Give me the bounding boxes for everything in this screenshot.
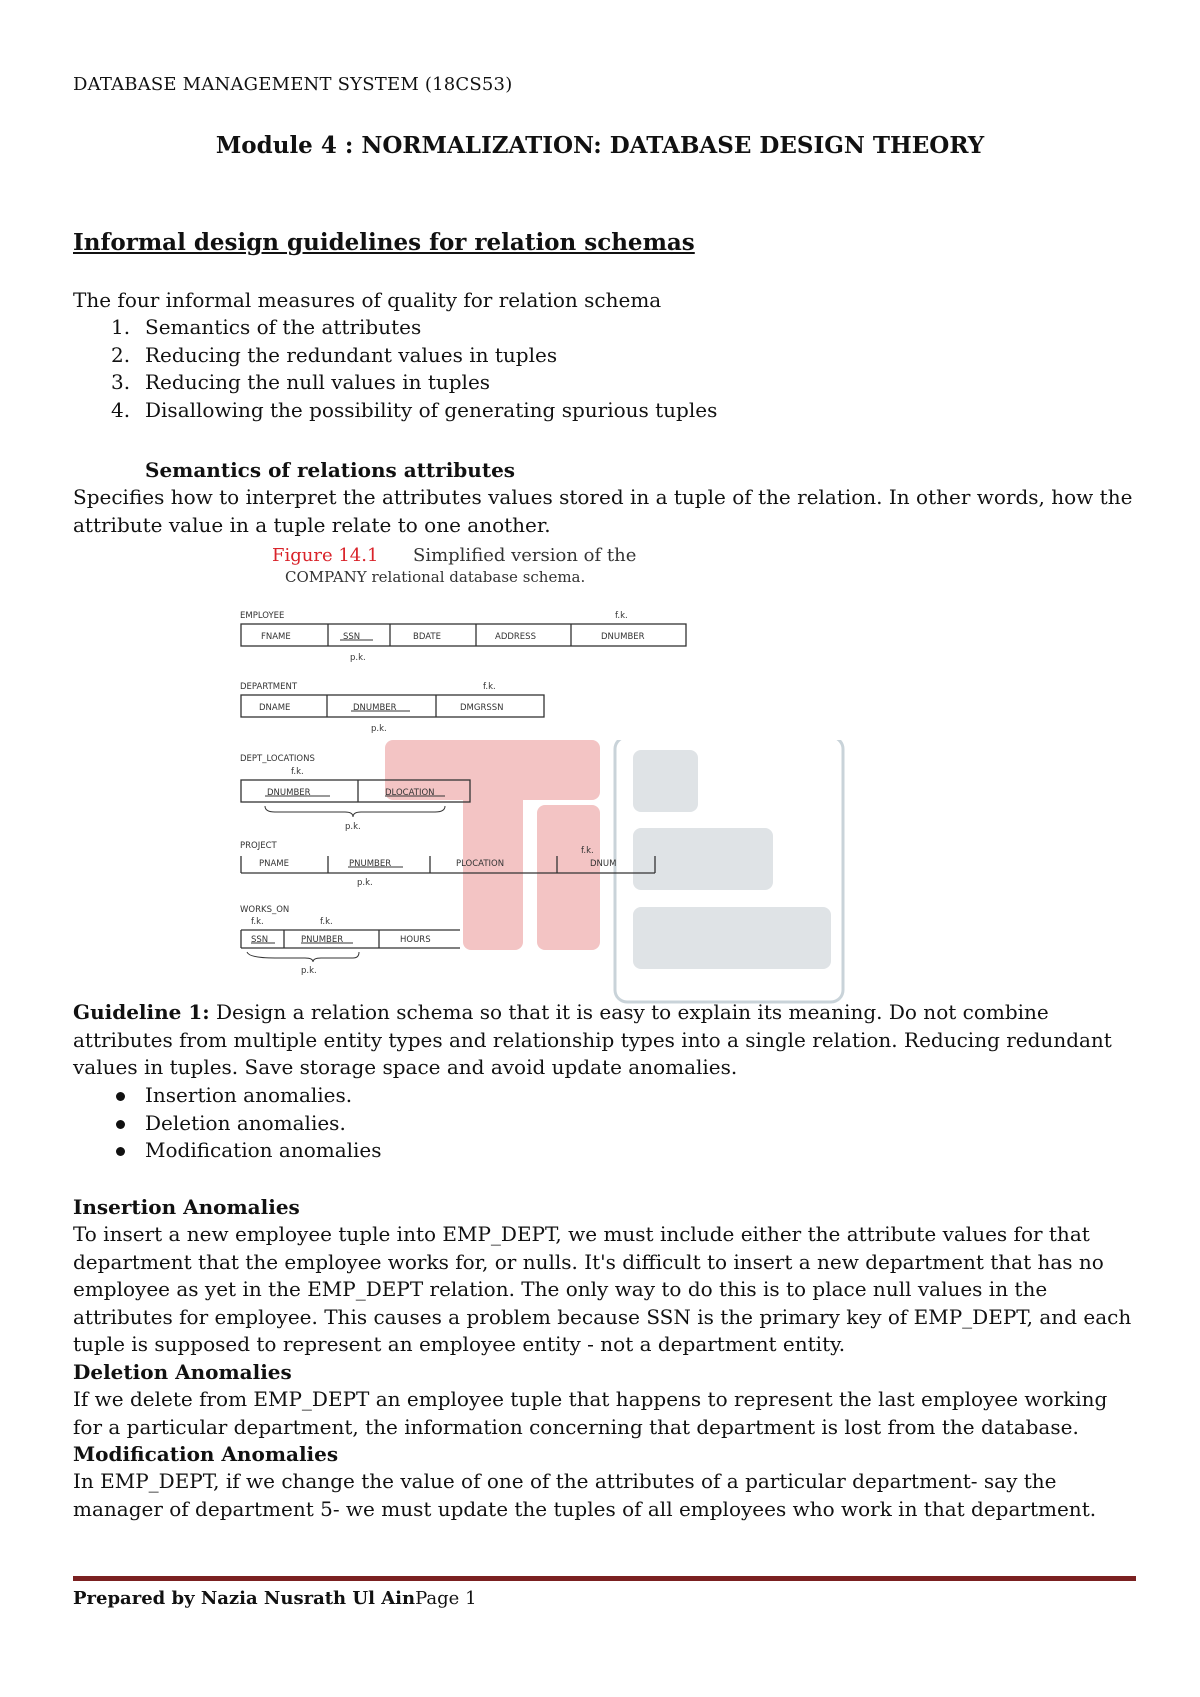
list-item: Modification anomalies <box>73 1137 1133 1165</box>
running-header: DATABASE MANAGEMENT SYSTEM (18CS53) <box>73 74 513 95</box>
department-fk: f.k. <box>483 682 496 692</box>
employee-fk: f.k. <box>615 611 628 621</box>
dept-locations-pk: p.k. <box>345 822 361 832</box>
employee-pk: p.k. <box>350 653 366 663</box>
list-item: 4. Disallowing the possibility of generating spurious tuples <box>111 397 718 422</box>
figure-caption-line1: Simplified version of the <box>413 545 637 566</box>
list-item: 3. Reducing the null values in tuples <box>111 370 491 394</box>
project-label: PROJECT <box>240 841 277 851</box>
works-on-col: HOURS <box>400 935 431 945</box>
department-col: DNAME <box>259 703 291 713</box>
guideline-1-body: Design a relation schema so that it is easy to explain its meaning. Do not combine attributes from multiple entity types and relationship types into a single relation. Reducing redundant values in tuples. Save storage space and avoid update anomalies. <box>73 1000 1112 1079</box>
list-item: 1. Semantics of the attributes <box>111 315 422 339</box>
deletion-body: If we delete from EMP_DEPT an employee tuple that happens to represent the last employee working for a particular department, the information concerning that department is lost from the database. <box>73 1387 1108 1439</box>
employee-col: FNAME <box>261 632 291 642</box>
bullet-icon <box>116 1147 125 1156</box>
figure-label: Figure 14.1 <box>272 545 379 566</box>
employee-col: SSN <box>343 632 361 642</box>
employee-col: DNUMBER <box>601 632 645 642</box>
works-on-col: SSN <box>251 935 269 945</box>
schema-figure <box>235 542 690 982</box>
semantics-heading: Semantics of relations attributes <box>145 458 516 482</box>
department-pk: p.k. <box>371 724 387 734</box>
modification-heading: Modification Anomalies <box>73 1442 339 1466</box>
dept-locations-col: DLOCATION <box>385 788 435 798</box>
project-col: DNUM <box>590 859 617 869</box>
insertion-heading: Insertion Anomalies <box>73 1195 300 1219</box>
insertion-body: To insert a new employee tuple into EMP_DEPT, we must include either the attribute values for that department that the employee works for, or nulls. It's difficult to insert a new department that has no employee as yet in the EMP_DEPT relation. The only way to do this is to place null values in the attributes for employee. This causes a problem because SSN is the primary key of EMP_DEPT, and each tuple is supposed to represent an employee entity - not a department entity. <box>73 1222 1132 1356</box>
project-pk: p.k. <box>357 878 373 888</box>
section-title: Informal design guidelines for relation schemas <box>73 229 695 256</box>
footer-page-number: 1 <box>465 1588 477 1609</box>
dept-locations-label: DEPT_LOCATIONS <box>240 754 315 764</box>
works-on-fk: f.k. <box>251 917 264 927</box>
intro-text: The four informal measures of quality for relation schema <box>73 288 662 312</box>
figure-caption-line2: COMPANY relational database schema. <box>285 568 586 586</box>
semantics-body: Specifies how to interpret the attributes values stored in a tuple of the relation. In other words, how the attribute value in a tuple relate to one another. <box>73 485 1133 537</box>
dept-locations-fk: f.k. <box>291 767 304 777</box>
footer-page-label: Page <box>415 1588 460 1609</box>
bullet-icon <box>116 1120 125 1129</box>
modification-body: In EMP_DEPT, if we change the value of one of the attributes of a particular department- say the manager of department 5- we must update the tuples of all employees who work in that department. <box>73 1469 1097 1521</box>
department-col: DNUMBER <box>353 703 397 713</box>
guideline-1 <box>73 999 1133 1082</box>
employee-label: EMPLOYEE <box>240 611 285 621</box>
project-col: PNUMBER <box>349 859 392 869</box>
works-on-pk: p.k. <box>301 966 317 976</box>
bullet-icon <box>116 1092 125 1101</box>
works-on-col: PNUMBER <box>301 935 344 945</box>
footer <box>73 1588 477 1609</box>
project-fk: f.k. <box>581 846 594 856</box>
footer-rule <box>73 1576 1136 1581</box>
employee-col: ADDRESS <box>495 632 536 642</box>
works-on-fk: f.k. <box>320 917 333 927</box>
dept-locations-col: DNUMBER <box>267 788 311 798</box>
deletion-heading: Deletion Anomalies <box>73 1360 292 1384</box>
list-item: 2. Reducing the redundant values in tuples <box>111 342 558 367</box>
anomaly-bullet-list <box>73 1082 1133 1165</box>
list-item: Insertion anomalies. <box>73 1082 1133 1110</box>
measures-list <box>73 314 1133 424</box>
guideline-1-label: Guideline 1: <box>73 1000 210 1024</box>
project-col: PLOCATION <box>456 859 505 869</box>
project-col: PNAME <box>259 859 290 869</box>
footer-author: Prepared by Nazia Nusrath Ul Ain <box>73 1588 416 1609</box>
works-on-label: WORKS_ON <box>240 905 290 915</box>
department-col: DMGRSSN <box>460 703 504 713</box>
list-item: Deletion anomalies. <box>73 1110 1133 1138</box>
department-label: DEPARTMENT <box>240 682 298 692</box>
employee-col: BDATE <box>413 632 441 642</box>
module-title: Module 4 : NORMALIZATION: DATABASE DESIGN THEORY <box>215 132 985 159</box>
